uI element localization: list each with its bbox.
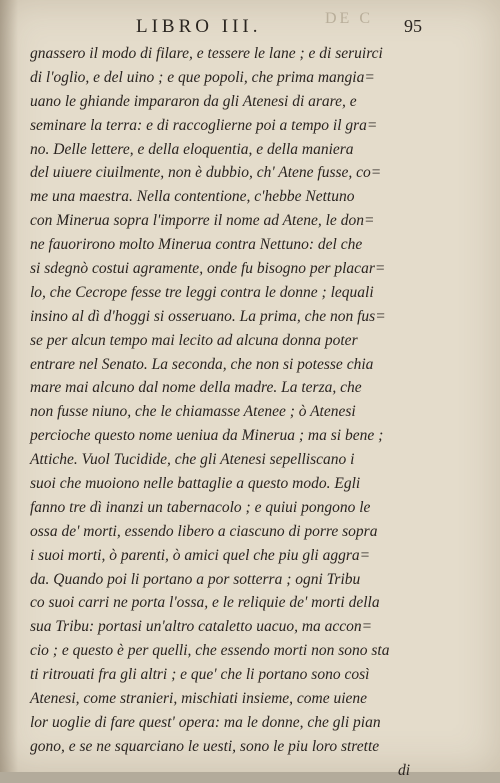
text-line: con Minerua sopra l'imporre il nome ad Atene, le don= — [30, 212, 375, 230]
text-line: del uiuere ciuilmente, non è dubbio, ch' Atene fusse, co= — [30, 164, 382, 182]
text-line: da. Quando poi li portano a por sotterra ; ogni Tribu — [30, 570, 361, 588]
text-line: suoi che muoiono nelle battaglie a questo modo. Egli — [30, 475, 361, 493]
text-line: di l'oglio, e del uino ; e que popoli, che prima mangia= — [30, 68, 375, 86]
text-line: lor uoglie di fare quest' opera: ma le donne, che gli pian — [30, 713, 381, 731]
text-line: uano le ghiande impararon da gli Atenesi di arare, e — [30, 92, 357, 110]
text-line: sua Tribu: portasi un'altro cataletto uacuo, ma accon= — [30, 618, 373, 636]
text-line: se per alcun tempo mai lecito ad alcuna donna poter — [30, 331, 358, 349]
text-line: ossa de' morti, essendo libero a ciascuno di porre sopra — [30, 522, 378, 540]
show-through-text: DE C — [325, 10, 373, 27]
text-line: ne fauorirono molto Minerua contra Nettuno: del che — [30, 236, 363, 254]
text-line: entrare nel Senato. La seconda, che non si potesse chia — [30, 355, 374, 373]
gutter-shadow — [0, 0, 18, 772]
text-line: non fusse niuno, che le chiamasse Atenee ; ò Atenesi — [30, 403, 356, 421]
body-text — [30, 42, 410, 783]
text-line: gnassero il modo di filare, e tessere le lane ; e di seruirci — [30, 45, 383, 62]
text-line: cio ; e questo è per quelli, che essendo morti non sono sta — [30, 642, 390, 660]
text-line: insino al dì d'hoggi si osseruano. La prima, che non fus= — [30, 307, 386, 325]
text-line: Atenesi, come stranieri, mischiati insieme, come uiene — [30, 690, 368, 708]
text-line: fanno tre dì inanzi un tabernacolo ; e quiui pongono le — [30, 498, 371, 516]
text-line: ti ritrouati fra gli altri ; e que' che li portano sono così — [30, 666, 370, 684]
text-line: Attiche. Vuol Tucidide, che gli Atenesi sepelliscano i — [30, 451, 355, 469]
text-line: me una maestra. Nella contentione, c'hebbe Nettuno — [30, 188, 355, 206]
text-line: mare mai alcuno dal nome della madre. La terza, che — [30, 379, 362, 397]
page-number: 95 — [404, 16, 422, 36]
text-line: lo, che Cecrope fesse tre leggi contra le donne ; lequali — [30, 283, 374, 301]
page-header — [0, 10, 500, 42]
text-line: co suoi carri ne porta l'ossa, e le reliquie de' morti della — [30, 594, 380, 612]
catchword: di — [397, 761, 410, 779]
text-line: seminare la terra: e di raccoglierne poi a tempo il gra= — [30, 116, 378, 134]
text-line: si sdegnò costui agramente, onde fu bisogno per placar= — [30, 260, 386, 278]
text-line: i suoi morti, ò parenti, ò amici quel che piu gli aggra= — [30, 546, 371, 564]
running-head: LIBRO III. — [136, 16, 262, 37]
text-line: no. Delle lettere, e della eloquentia, e della maniera — [30, 140, 354, 158]
text-line: gono, e se ne squarciano le uesti, sono le piu loro strette — [30, 737, 380, 755]
text-line: percioche questo nome ueniua da Minerua ; ma si bene ; — [30, 427, 384, 445]
